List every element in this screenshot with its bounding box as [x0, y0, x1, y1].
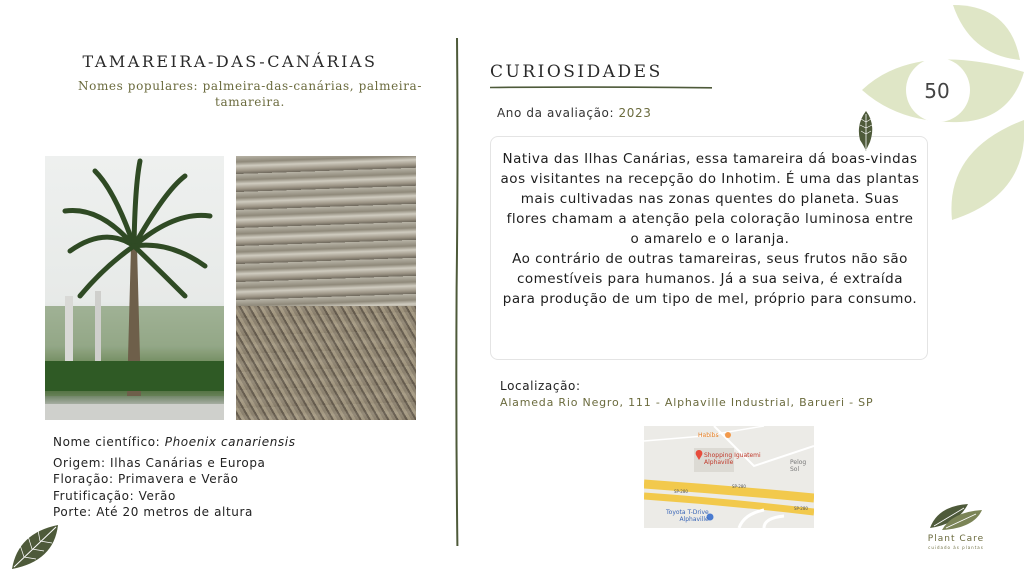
fruiting: Frutificação: Verão	[53, 488, 176, 503]
palm-trunk-photo	[236, 156, 416, 420]
curiosities-text	[500, 149, 920, 309]
palm-tree-photo	[45, 156, 224, 420]
logo-tagline: cuidado às plantas	[928, 545, 984, 550]
curiosity-paragraph-1: Nativa das Ilhas Canárias, essa tamareira dá boas-vindas aos visitantes na recepção do Inhotim. É uma das plantas mais cultivadas nas zonas quentes do planeta. Suas flores chamam a atenção pela coloração luminosa entre o amarelo e o laranja.	[500, 151, 920, 247]
origin: Origem: Ilhas Canárias e Europa	[53, 455, 266, 470]
page-number: 50	[924, 79, 950, 103]
plant-care-logo-icon	[928, 502, 984, 532]
map-road-label-3: SP-280	[794, 506, 808, 511]
heading-underline	[490, 86, 712, 89]
vertical-divider	[455, 38, 459, 546]
map-poi-shopping: Shopping Iguatemi Alphaville	[704, 452, 761, 466]
year-label: Ano da avaliação:	[497, 106, 615, 120]
bottom-left-leaf-icon	[10, 523, 60, 571]
year-value: 2023	[618, 106, 652, 120]
curiosities-heading: CURIOSIDADES	[490, 62, 663, 82]
scientific-name: Phoenix canariensis	[164, 435, 296, 449]
small-leaf-icon	[856, 110, 876, 152]
scientific-label: Nome científico:	[53, 435, 161, 449]
location-label: Localização:	[500, 379, 581, 393]
location-address: Alameda Rio Negro, 111 - Alphaville Industrial, Barueri - SP	[500, 396, 874, 409]
plant-info	[53, 434, 296, 521]
map-road-label-2: SP-280	[732, 484, 746, 489]
map-road-label-1: SP-280	[674, 489, 688, 494]
size: Porte: Até 20 metros de altura	[53, 505, 253, 519]
location-map[interactable]	[644, 426, 814, 528]
map-poi-toyota: Toyota T-Drive Alphaville	[666, 509, 709, 523]
evaluation-year	[497, 106, 652, 120]
popular-names: Nomes populares: palmeira-das-canárias, palmeira-tamareira.	[78, 79, 422, 109]
scientific-name-row	[53, 434, 296, 451]
curiosity-paragraph-2: Ao contrário de outras tamareiras, seus frutos não são comestíveis para humanos. Já a sua seiva, é extraída para produção de um tipo de mel, próprio para consumo.	[502, 251, 918, 307]
decorative-leaves-top-right	[860, 0, 1024, 225]
palm-tree-illustration	[45, 156, 224, 420]
map-poi-pelog: Pelog Sol	[790, 459, 807, 473]
logo-name: Plant Care	[927, 534, 985, 544]
map-poi-habibs: Habibs	[698, 432, 719, 439]
plant-title: TAMAREIRA-DAS-CANÁRIAS	[82, 52, 378, 71]
flowering: Floração: Primavera e Verão	[53, 472, 239, 486]
